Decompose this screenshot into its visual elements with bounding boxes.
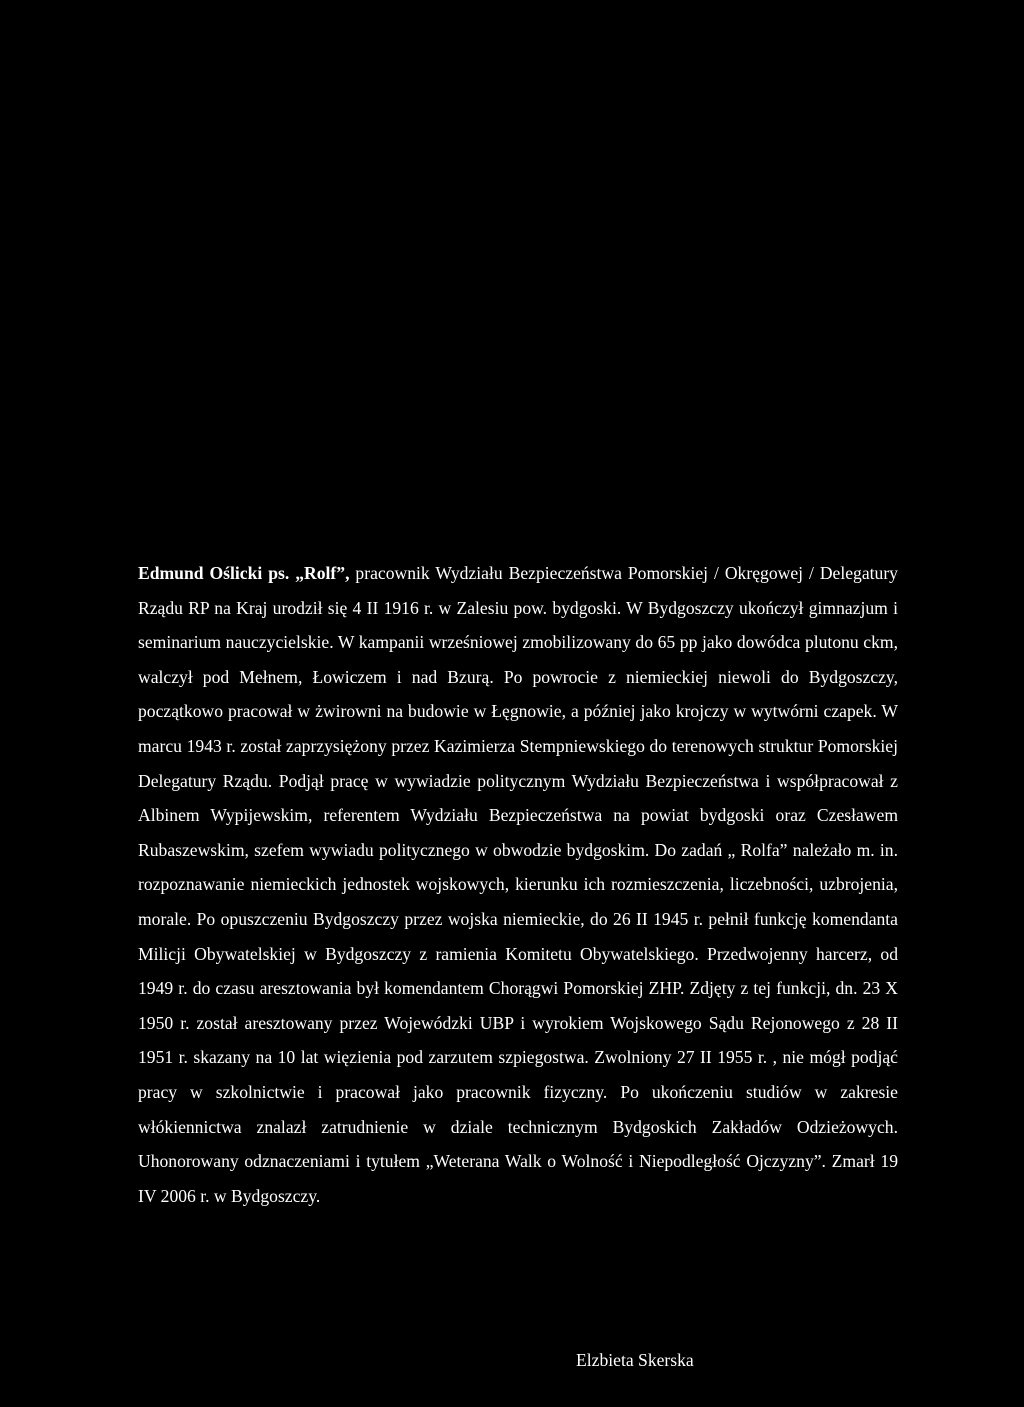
biography-paragraph: [138, 556, 898, 1213]
person-name-heading: Edmund Oślicki ps. „Rolf”,: [138, 563, 350, 583]
biography-text: pracownik Wydziału Bezpieczeństwa Pomorskiej / Okręgowej / Delegatury Rządu RP na Kraj urodził się 4 II 1916 r. w Zalesiu pow. bydgoski. W Bydgoszczy ukończył gimnazjum i seminarium nauczycielskie. W kampanii wrześniowej zmobilizowany do 65 pp jako dowódca plutonu ckm, walczył pod Mełnem, Łowiczem i nad Bzurą. Po powrocie z niemieckiej niewoli do Bydgoszczy, początkowo pracował w żwirowni na budowie w Łęgnowie, a później jako krojczy w wytwórni czapek. W marcu 1943 r. został zaprzysiężony przez Kazimierza Stempniewskiego do terenowych struktur Pomorskiej Delegatury Rządu. Podjął pracę w wywiadzie politycznym Wydziału Bezpieczeństwa i współpracował z Albinem Wypijewskim, referentem Wydziału Bezpieczeństwa na powiat bydgoski oraz Czesławem Rubaszewskim, szefem wywiadu politycznego w obwodzie bydgoskim. Do zadań „ Rolfa” należało m. in. rozpoznawanie niemieckich jednostek wojskowych, kierunku ich rozmieszczenia, liczebności, uzbrojenia, morale. Po opuszczeniu Bydgoszczy przez wojska niemieckie, do 26 II 1945 r. pełnił funkcję komendanta Milicji Obywatelskiej w Bydgoszczy z ramienia Komitetu Obywatelskiego. Przedwojenny harcerz, od 1949 r. do czasu aresztowania był komendantem Chorągwi Pomorskiej ZHP. Zdjęty z tej funkcji, dn. 23 X 1950 r. został aresztowany przez Wojewódzki UBP i wyrokiem Wojskowego Sądu Rejonowego z 28 II 1951 r. skazany na 10 lat więzienia pod zarzutem szpiegostwa. Zwolniony 27 II 1955 r. , nie mógł podjąć pracy w szkolnictwie i pracował jako pracownik fizyczny. Po ukończeniu studiów w zakresie włókiennictwa znalazł zatrudnienie w dziale technicznym Bydgoskich Zakładów Odzieżowych. Uhonorowany odznaczeniami i tytułem „Weterana Walk o Wolność i Niepodległość Ojczyzny”. Zmarł 19 IV 2006 r. w Bydgoszczy.: [138, 563, 898, 1206]
author-signature: Elzbieta Skerska: [576, 1350, 694, 1370]
